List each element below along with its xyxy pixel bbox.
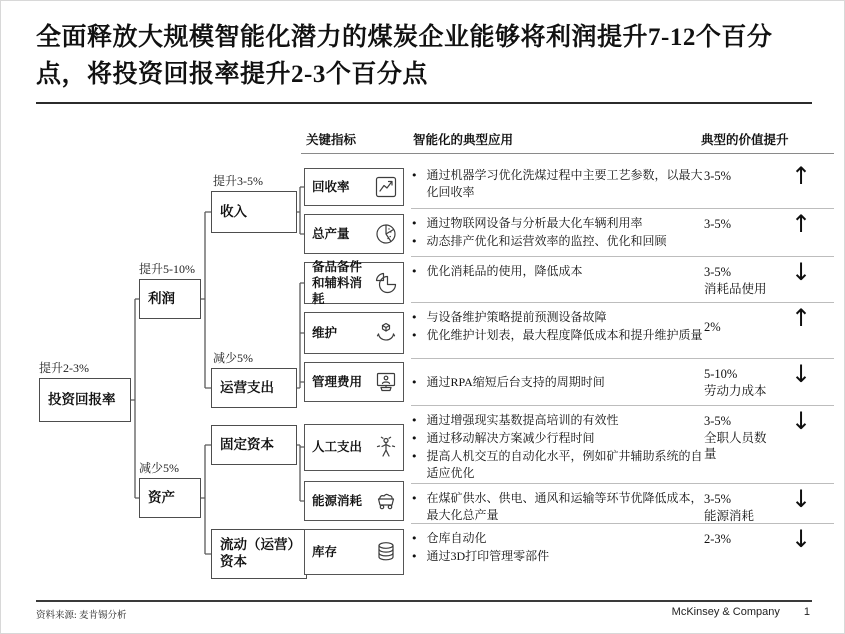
pie-chart-icon xyxy=(374,222,398,246)
column-header-value-uplift: 典型的价值提升 xyxy=(701,133,789,147)
table-row xyxy=(411,359,834,406)
value-uplift: 2% xyxy=(704,320,721,334)
bullet-item: • 优化维护计划表，最大程度降低成本和提升维护质量 xyxy=(411,328,703,342)
arrow-up-icon: ↑ xyxy=(790,304,812,332)
bullet-marker: • xyxy=(411,235,418,248)
bullet-marker: • xyxy=(411,265,418,278)
tree-node-income: 收入 xyxy=(211,191,297,233)
bullet-item: • 与设备维护策略提前预测设备故障 xyxy=(411,310,607,324)
bullet-item: • 提高人机交互的自动化水平，例如矿井辅助系统的自适应优化 xyxy=(411,449,703,480)
table-row xyxy=(411,257,834,303)
bullet-list xyxy=(411,257,704,281)
bullet-item: • 动态排产优化和运营效率的监控、优化和回顾 xyxy=(411,234,667,248)
header-divider xyxy=(301,153,834,154)
connector-opex-branch xyxy=(297,283,304,388)
title-divider xyxy=(36,102,812,104)
tree-node-fixed-capital: 固定资本 xyxy=(211,425,297,465)
column-header-indicator: 关键指标 xyxy=(306,133,357,147)
delta-profit: 提升5-10% xyxy=(139,262,195,276)
bullet-item: • 通过移动解决方案减少行程时间 xyxy=(411,431,595,445)
bullet-item: • 通过RPA缩短后台支持的周期时间 xyxy=(411,375,605,389)
table-row xyxy=(411,161,834,209)
source-note: 资料来源: 麦肯锡分析 xyxy=(36,611,127,621)
tree-node-profit: 利润 xyxy=(139,279,201,319)
table-row xyxy=(411,484,834,524)
value-uplift: 3-5% xyxy=(704,265,732,279)
indicator-box-maintenance: 维护 xyxy=(304,312,404,354)
page-title: 全面释放大规模智能化潜力的煤炭企业能够将利润提升7-12个百分点，将投资回报率提升2-3个百分点 xyxy=(36,24,773,88)
table-row xyxy=(411,209,834,257)
arrow-down-icon: ↓ xyxy=(790,407,812,435)
bullet-item: • 通过物联网设备与分析最大化车辆利用率 xyxy=(411,216,643,230)
value-uplift: 3-5% xyxy=(704,414,732,428)
workstation-monitor-icon xyxy=(374,370,398,394)
indicator-box-total-output: 总产量 xyxy=(304,214,404,254)
indicator-box-inventory: 库存 xyxy=(304,529,404,575)
bullet-marker: • xyxy=(411,492,418,505)
arrow-down-icon: ↓ xyxy=(790,360,812,388)
bullet-item: • 仓库自动化 xyxy=(411,531,487,545)
bullet-marker: • xyxy=(411,532,418,545)
connector-profit-branch xyxy=(201,212,211,388)
table-row xyxy=(411,303,834,359)
hands-holding-cube-icon xyxy=(374,321,398,345)
bullet-marker: • xyxy=(411,414,418,427)
value-uplift: 3-5% xyxy=(704,492,732,506)
bullet-marker: • xyxy=(411,450,418,463)
column-header-applications: 智能化的典型应用 xyxy=(413,133,514,147)
value-uplift: 3-5% xyxy=(704,169,732,183)
bullet-item: • 通过3D打印管理零部件 xyxy=(411,549,550,563)
indicator-box-recovery-rate: 回收率 xyxy=(304,168,404,206)
automation-person-icon xyxy=(374,436,398,460)
bullet-marker: • xyxy=(411,550,418,563)
delta-assets: 减少5% xyxy=(139,461,179,475)
delta-income: 提升3-5% xyxy=(213,174,263,188)
value-uplift: 2-3% xyxy=(704,532,732,546)
arrow-down-icon: ↓ xyxy=(790,525,812,553)
indicator-box-energy-consumption: 能源消耗 xyxy=(304,481,404,521)
bullet-marker: • xyxy=(411,376,418,389)
tree-node-working-capital: 流动（运营）资本 xyxy=(211,529,307,579)
bullet-marker: • xyxy=(411,217,418,230)
database-icon xyxy=(374,540,398,564)
bullet-marker: • xyxy=(411,432,418,445)
bullet-list xyxy=(411,359,704,392)
indicator-box-admin-expenses: 管理费用 xyxy=(304,362,404,402)
tree-node-opex: 运营支出 xyxy=(211,368,297,408)
delta-opex: 减少5% xyxy=(213,351,253,365)
bullet-item: • 通过增强现实基数提高培训的有效性 xyxy=(411,413,619,427)
trend-chart-icon xyxy=(374,175,398,199)
connector-fixed-capital-branch xyxy=(297,445,304,501)
indicator-box-labor-expenses: 人工支出 xyxy=(304,424,404,471)
footer-right xyxy=(672,606,810,618)
tree-node-assets: 资产 xyxy=(139,478,201,518)
connector-income-branch xyxy=(297,187,304,234)
bullet-item: • 通过机器学习优化洗煤过程中主要工艺参数，以最大化回收率 xyxy=(411,168,703,199)
bullet-list xyxy=(411,406,704,483)
bullet-item: • 优化消耗品的使用，降低成本 xyxy=(411,264,583,278)
arrow-up-icon: ↑ xyxy=(790,162,812,190)
value-uplift-sub: 劳动力成本 xyxy=(704,383,767,398)
bullet-marker: • xyxy=(411,311,418,324)
value-uplift-sub: 能源消耗 xyxy=(704,508,755,523)
value-uplift: 3-5% xyxy=(704,217,732,231)
exploded-pie-icon xyxy=(374,271,398,295)
value-uplift-sub: 消耗品使用 xyxy=(704,281,767,296)
tree-node-roi: 投资回报率 xyxy=(39,378,131,422)
indicator-box-spare-parts: 备品备件和辅料消耗 xyxy=(304,262,404,304)
brand-logo-text: McKinsey & Company xyxy=(671,606,780,618)
value-uplift: 5-10% xyxy=(704,367,738,381)
footer-divider xyxy=(36,600,812,602)
mine-cart-icon xyxy=(374,489,398,513)
bullet-list xyxy=(411,524,704,566)
table-row xyxy=(411,406,834,484)
table-row xyxy=(411,524,834,576)
delta-roi: 提升2-3% xyxy=(39,361,89,375)
page-number: 1 xyxy=(803,606,810,618)
bullet-marker: • xyxy=(411,169,418,182)
arrow-down-icon: ↓ xyxy=(790,258,812,286)
bullet-item: • 在煤矿供水、供电、通风和运输等环节优降低成本，最大化总产量 xyxy=(411,491,703,522)
bullet-marker: • xyxy=(411,329,418,342)
value-uplift-sub: 全职人员数量 xyxy=(704,430,767,461)
bullet-list xyxy=(411,484,704,525)
arrow-down-icon: ↓ xyxy=(790,485,812,513)
connector-roi-branch xyxy=(131,299,139,498)
arrow-up-icon: ↑ xyxy=(790,210,812,238)
connector-assets-branch xyxy=(201,445,211,554)
bullet-list xyxy=(411,209,704,251)
bullet-list xyxy=(411,303,704,345)
bullet-list xyxy=(411,161,704,202)
